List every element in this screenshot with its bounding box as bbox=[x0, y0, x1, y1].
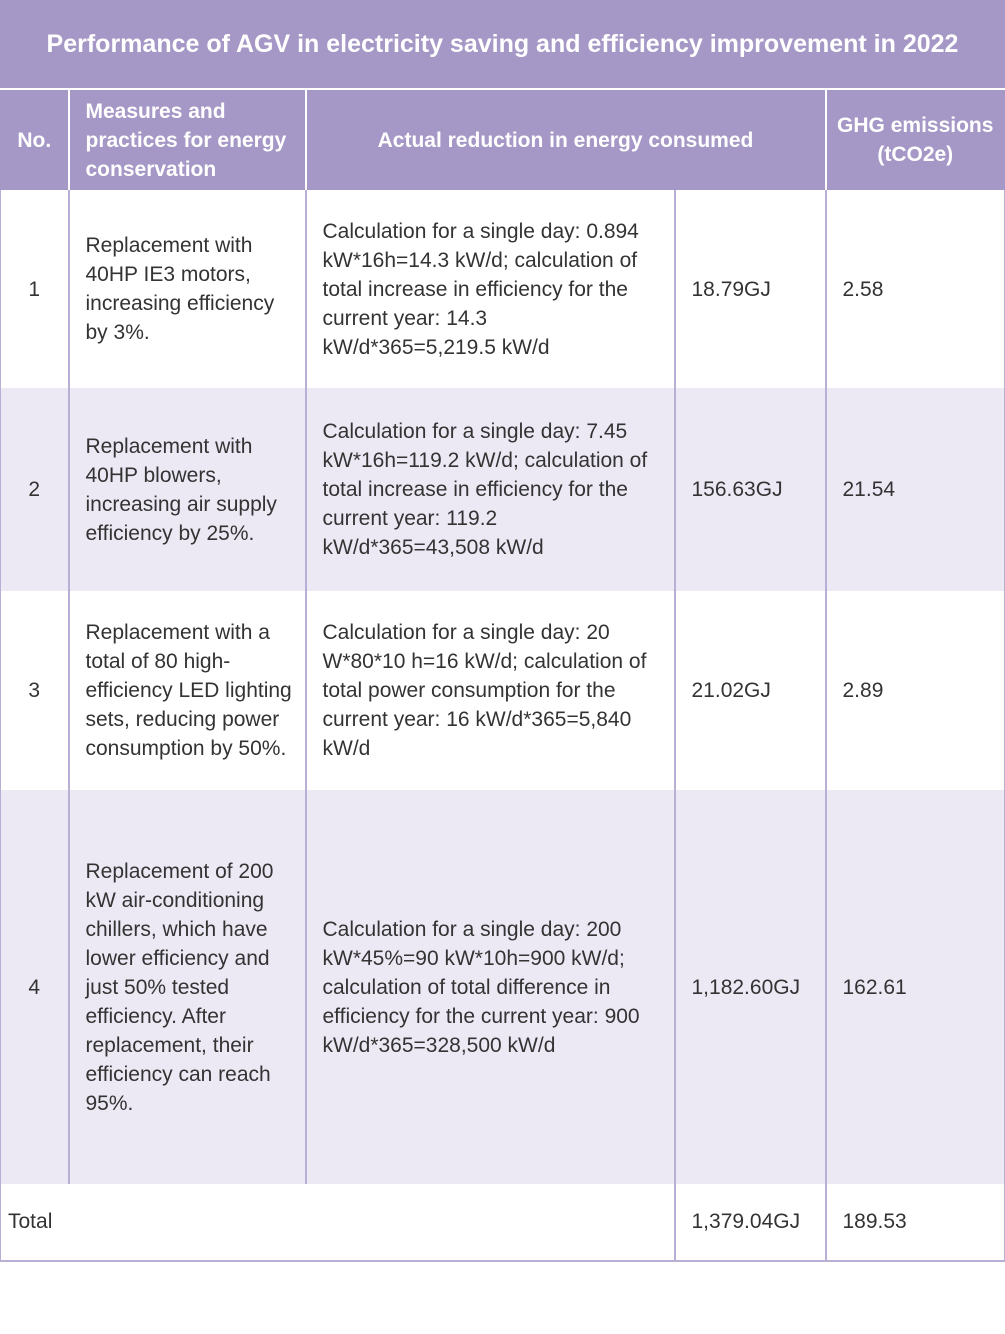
row-measure: Replacement with 40HP IE3 motors, increasing efficiency by 3%. bbox=[69, 190, 306, 388]
row-ghg: 162.61 bbox=[826, 790, 1005, 1184]
row-energy: 18.79GJ bbox=[675, 190, 826, 388]
row-measure: Replacement with 40HP blowers, increasing air supply efficiency by 25%. bbox=[69, 388, 306, 591]
total-ghg: 189.53 bbox=[826, 1184, 1005, 1261]
row-no: 1 bbox=[1, 190, 69, 388]
total-label: Total bbox=[1, 1184, 675, 1261]
row-no: 2 bbox=[1, 388, 69, 591]
table-header-row bbox=[1, 89, 1005, 190]
row-energy: 21.02GJ bbox=[675, 591, 826, 790]
row-measure: Replacement of 200 kW air-conditioning chillers, which have lower efficiency and just 50% tested efficiency. After replacement, their efficiency can reach 95%. bbox=[69, 790, 306, 1184]
header-ghg-line2: (tCO2e) bbox=[877, 143, 954, 166]
table-row bbox=[1, 190, 1005, 388]
row-energy: 156.63GJ bbox=[675, 388, 826, 591]
header-actual-reduction: Actual reduction in energy consumed bbox=[306, 89, 826, 190]
row-measure: Replacement with a total of 80 high-efficiency LED lighting sets, reducing power consumption by 50%. bbox=[69, 591, 306, 790]
header-no: No. bbox=[1, 89, 69, 190]
row-no: 4 bbox=[1, 790, 69, 1184]
table-row bbox=[1, 388, 1005, 591]
table-title-row bbox=[1, 0, 1005, 89]
header-ghg bbox=[826, 89, 1005, 190]
total-energy: 1,379.04GJ bbox=[675, 1184, 826, 1261]
row-calculation: Calculation for a single day: 7.45 kW*16h=119.2 kW/d; calculation of total increase in efficiency for the current year: 119.2 kW/d*365=43,508 kW/d bbox=[306, 388, 675, 591]
table-title: Performance of AGV in electricity saving and efficiency improvement in 2022 bbox=[1, 0, 1005, 89]
row-calculation: Calculation for a single day: 20 W*80*10 h=16 kW/d; calculation of total power consumption for the current year: 16 kW/d*365=5,840 kW/d bbox=[306, 591, 675, 790]
row-calculation: Calculation for a single day: 0.894 kW*16h=14.3 kW/d; calculation of total increase in efficiency for the current year: 14.3 kW/d*365=5,219.5 kW/d bbox=[306, 190, 675, 388]
table-row bbox=[1, 591, 1005, 790]
header-ghg-line1: GHG emissions bbox=[837, 114, 994, 137]
row-energy: 1,182.60GJ bbox=[675, 790, 826, 1184]
row-no: 3 bbox=[1, 591, 69, 790]
table-row bbox=[1, 790, 1005, 1184]
row-ghg: 21.54 bbox=[826, 388, 1005, 591]
row-ghg: 2.89 bbox=[826, 591, 1005, 790]
row-calculation: Calculation for a single day: 200 kW*45%=90 kW*10h=900 kW/d; calculation of total difference in efficiency for the current year: 900 kW/d*365=328,500 kW/d bbox=[306, 790, 675, 1184]
row-ghg: 2.58 bbox=[826, 190, 1005, 388]
table-total-row bbox=[1, 1184, 1005, 1261]
header-measures: Measures and practices for energy conservation bbox=[69, 89, 306, 190]
